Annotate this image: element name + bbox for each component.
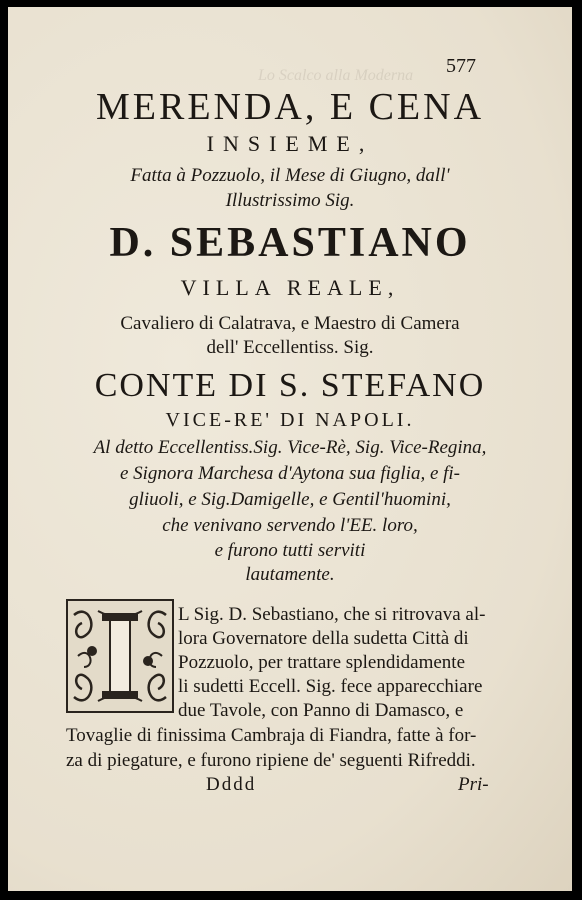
dedication-line-4: che venivano servendo l'EE. loro, [162, 515, 418, 536]
body-line-1: L Sig. D. Sebastiano, che si ritrovava al- [178, 604, 486, 625]
body-line-2: lora Governatore della sudetta Città di [178, 628, 469, 649]
floral-ornament-icon [68, 601, 172, 711]
dedication-line-1: Al detto Eccellentiss.Sig. Vice-Rè, Sig. Vice-Regina, [93, 437, 487, 458]
body-line-4: li sudetti Eccell. Sig. fece apparecchiare [178, 676, 483, 697]
body-line-3: Pozzuolo, per trattare splendidamente [178, 652, 466, 673]
dedication-line-6: lautamente. [245, 564, 335, 585]
body-line-7: za di piegature, e furono ripiene de' seguenti Rifreddi. [66, 750, 476, 771]
subtitle-line-1: Fatta à Pozzuolo, il Mese di Giugno, dall' [130, 165, 450, 186]
signature-mark: Dddd [206, 774, 257, 795]
dedication-line-3: gliuoli, e Sig.Damigelle, e Gentil'huomini, [129, 489, 451, 510]
book-page [8, 7, 572, 891]
body-line-5: due Tavole, con Panno di Damasco, e [178, 700, 464, 721]
host-surname: VILLA REALE, [180, 275, 400, 300]
page-number: 577 [446, 55, 476, 77]
dedication-line-5: e furono tutti serviti [214, 540, 366, 561]
body-line-6: Tovaglie di finissima Cambraja di Fiandra, fatte à for- [66, 725, 477, 746]
host-title-line-1: Cavaliero di Calatrava, e Maestro di Camera [120, 313, 460, 334]
page-title: MERENDA, E CENA [95, 86, 485, 128]
host-title-line-2: dell' Eccellentiss. Sig. [206, 337, 374, 358]
host-name: D. SEBASTIANO [109, 220, 471, 266]
title-insieme: INSIEME, [206, 131, 374, 156]
guest-office: VICE-RE' DI NAPOLI. [165, 409, 415, 431]
dedication-line-2: e Signora Marchesa d'Aytona sua figlia, e fi- [119, 463, 461, 484]
decorated-initial-letter [66, 599, 174, 713]
catchword: Pri- [458, 774, 489, 795]
subtitle-line-2: Illustrissimo Sig. [225, 190, 355, 211]
bleed-through-text: Lo Scalco alla Moderna [258, 67, 414, 84]
guest-title: CONTE DI S. STEFANO [94, 367, 486, 404]
